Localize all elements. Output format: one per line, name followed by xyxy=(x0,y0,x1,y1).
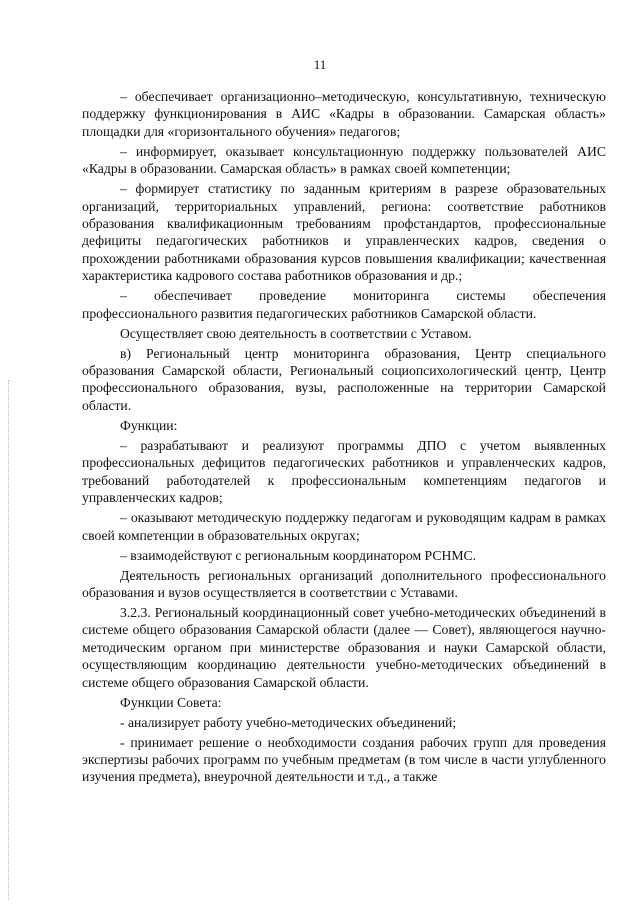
paragraph: Функции: xyxy=(120,417,178,433)
page-number: 11 xyxy=(313,57,327,72)
paragraph: в) Региональный центр мониторинга образования, Центр специального образования Самарской области, Региональный социопсихологический центр, Центр профессионального образования, вузы, расположенные на территории Самарской области. xyxy=(82,345,606,413)
paragraph: – обеспечивает проведение мониторинга системы обеспечения профессионального развития педагогических работников Самарской области. xyxy=(82,288,606,321)
paragraph: Функции Совета: xyxy=(120,694,222,710)
document-body xyxy=(82,88,606,788)
paragraph: – обеспечивает организационно–методическую, консультативную, техническую поддержку функционирования в АИС «Кадры в образовании. Самарская область» площадки для «горизонтального обучения» педагогов; xyxy=(82,89,606,139)
margin-line xyxy=(8,380,9,900)
paragraph: – взаимодействуют с региональным координатором РСНМС. xyxy=(120,547,477,563)
paragraph: - принимает решение о необходимости создания рабочих групп для проведения экспертизы рабочих программ по учебным предметам (в том числе в части углубленного изучения предмета), внеурочной деятельности и т.д., а также xyxy=(82,734,606,785)
paragraph: – формирует статистику по заданным критериям в разрезе образовательных организаций, территориальных управлений, региона: соответствие работников образования квалификационным требованиям профстандартов, профессиональные дефициты педагогических работников и управленческих кадров, сведения о прохождении работниками образования курсов повышения квалификации; качественная характеристика кадрового состава работников образования и др.; xyxy=(82,181,606,284)
paragraph: - анализирует работу учебно-методических объединений; xyxy=(120,714,457,730)
paragraph: Деятельность региональных организаций дополнительного профессионального образования и вузов осуществляется в соответствии с Уставами. xyxy=(82,567,606,600)
paragraph: – оказывают методическую поддержку педагогам и руководящим кадрам в рамках своей компетенции в образовательных округах; xyxy=(82,510,606,543)
section-paragraph: 3.2.3. Региональный координационный совет учебно-методических объединений в системе общего образования Самарской области (далее — Совет), являющегося научно-методическим органом при министерстве образования и науки Самарской области, осуществляющим координацию деятельности учебно-методических объединений в системе общего образования Самарской области. xyxy=(82,604,606,690)
paragraph: – разрабатывают и реализуют программы ДПО с учетом выявленных профессиональных дефицитов педагогических работников и управленческих кадров, требований работодателей к профессиональным компетенциям педагогов и управленческих кадров; xyxy=(82,437,606,506)
paragraph: Осуществляет свою деятельность в соответствии с Уставом. xyxy=(120,325,472,341)
paragraph: – информирует, оказывает консультационную поддержку пользователей АИС «Кадры в образовании. Самарская область» в рамках своей компетенции; xyxy=(82,143,606,177)
